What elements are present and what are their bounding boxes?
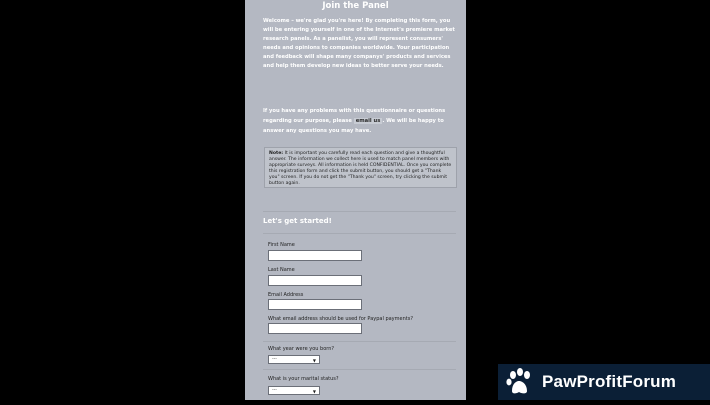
divider (263, 211, 456, 212)
first-name-label: First Name (268, 242, 295, 248)
contact-text (263, 106, 459, 136)
marital-status-select[interactable] (268, 386, 320, 395)
divider (263, 233, 456, 234)
paypal-email-label: What email address should be used for Paypal payments? (268, 316, 413, 322)
intro-text: Welcome – we're glad you're here! By completing this form, you will be entering yourself in one of the Internet's premiere market research panels. As a panelist, you will represent consumers' needs and opinions to companies worldwide. Your participation and feedback will shape many companys' products and services and help them develop new ideas to better serve your needs. (263, 18, 455, 69)
email-input[interactable] (268, 299, 362, 310)
dropdown-arrow-icon: ▼ (312, 358, 316, 363)
marital-status-value: --- (272, 388, 277, 393)
note-text: It is important you carefully read each question and give a thoughtful answer. The information we collect here is used to match panel members with appropriate surveys. All information is held CONFIDENTIAL. Once you complete this registration form and click the submit button, you should get a "Thank you" screen. If you do not get the "Thank you" screen, try clicking the submit button again. (269, 151, 452, 186)
note-box (264, 147, 457, 188)
registration-panel (245, 0, 466, 400)
last-name-input[interactable] (268, 275, 362, 286)
note-label: Note: (269, 151, 284, 156)
contact-text-pre: If you have any problems with this questionnaire or questions regarding our purpose, please (263, 108, 446, 124)
marital-status-label: What is your marital status? (268, 376, 339, 382)
watermark-text: PawProfitForum (542, 372, 677, 391)
divider (263, 341, 456, 342)
divider (263, 369, 456, 370)
email-label: Email Address (268, 292, 304, 298)
birth-year-value: --- (272, 357, 277, 362)
section-heading: Let's get started! (263, 217, 332, 225)
watermark (498, 364, 710, 400)
last-name-label: Last Name (268, 267, 295, 273)
paypal-email-input[interactable] (268, 323, 362, 334)
birth-year-select[interactable] (268, 355, 320, 364)
email-us-link[interactable]: email us (355, 118, 381, 124)
birth-year-label: What year were you born? (268, 346, 335, 352)
contact-text-post: . We will be happy to answer any questions you may have. (263, 118, 444, 134)
paw-icon (502, 364, 542, 400)
dropdown-arrow-icon: ▼ (312, 389, 316, 394)
first-name-input[interactable] (268, 250, 362, 261)
page-title: Join the Panel (322, 1, 389, 11)
